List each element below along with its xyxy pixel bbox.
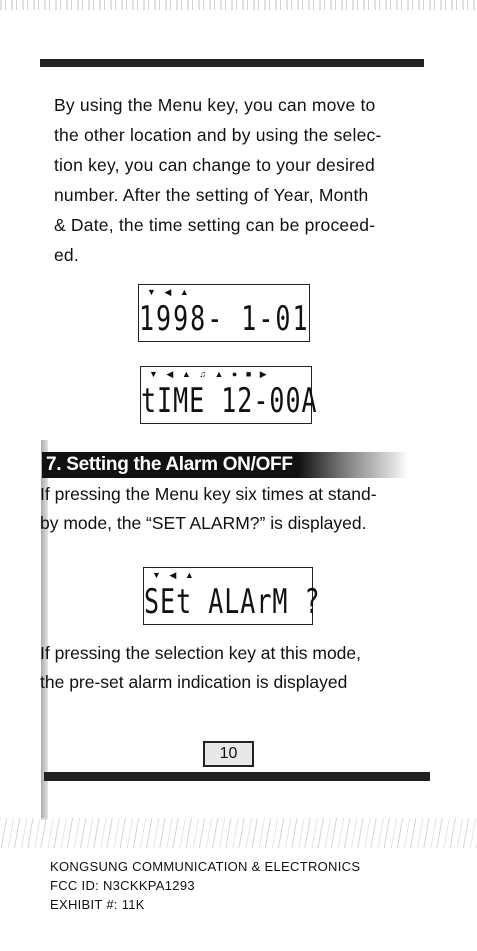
instructions-line: By using the Menu key, you can move to	[54, 95, 376, 115]
instructions-line: number. After the setting of Year, Month	[54, 185, 369, 205]
lcd-time-text: tIME 12-00A	[141, 381, 318, 421]
section-line: by mode, the “SET ALARM?” is displayed.	[40, 513, 367, 533]
section-title: 7. Setting the Alarm ON/OFF	[46, 454, 293, 475]
footer-fcc-id: FCC ID: N3CKKPA1293	[50, 878, 195, 893]
scan-artifact-top	[0, 0, 477, 10]
lcd-status-icons: ▼ ◀ ▲ ♫ ▲ ● ■ ▶	[149, 369, 270, 379]
section-paragraph	[40, 480, 460, 538]
lcd-date-text: 1998- 1-01	[139, 299, 310, 339]
instructions-line: ed.	[54, 245, 79, 265]
bottom-rule	[44, 772, 430, 781]
top-rule	[40, 59, 424, 67]
instructions-paragraph	[54, 90, 434, 270]
footer-company: KONGSUNG COMMUNICATION & ELECTRONICS	[50, 859, 361, 874]
footer-exhibit: EXHIBIT #: 11K	[50, 897, 145, 912]
lcd-time-display	[140, 366, 318, 424]
lcd-status-icons: ▼ ◀ ▲	[147, 287, 192, 297]
section-paragraph-2	[40, 639, 460, 697]
instructions-line: tion key, you can change to your desired	[54, 155, 375, 175]
lcd-status-icons: ▼ ◀ ▲	[152, 570, 197, 580]
footer-label	[50, 857, 360, 914]
lcd-date-display	[138, 284, 310, 342]
instructions-line: & Date, the time setting can be proceed-	[54, 215, 376, 235]
section-line: If pressing the Menu key six times at stand-	[40, 484, 377, 504]
lcd-alarm-display	[143, 567, 321, 625]
section-line: If pressing the selection key at this mode,	[40, 643, 361, 663]
page-number: 10	[203, 741, 254, 767]
section-heading-bar	[42, 452, 408, 478]
scan-artifact-bottom	[0, 818, 477, 848]
lcd-alarm-text: SEt ALArM ?	[144, 582, 321, 622]
section-line: the pre-set alarm indication is displayed	[40, 672, 348, 692]
instructions-line: the other location and by using the selec-	[54, 125, 382, 145]
